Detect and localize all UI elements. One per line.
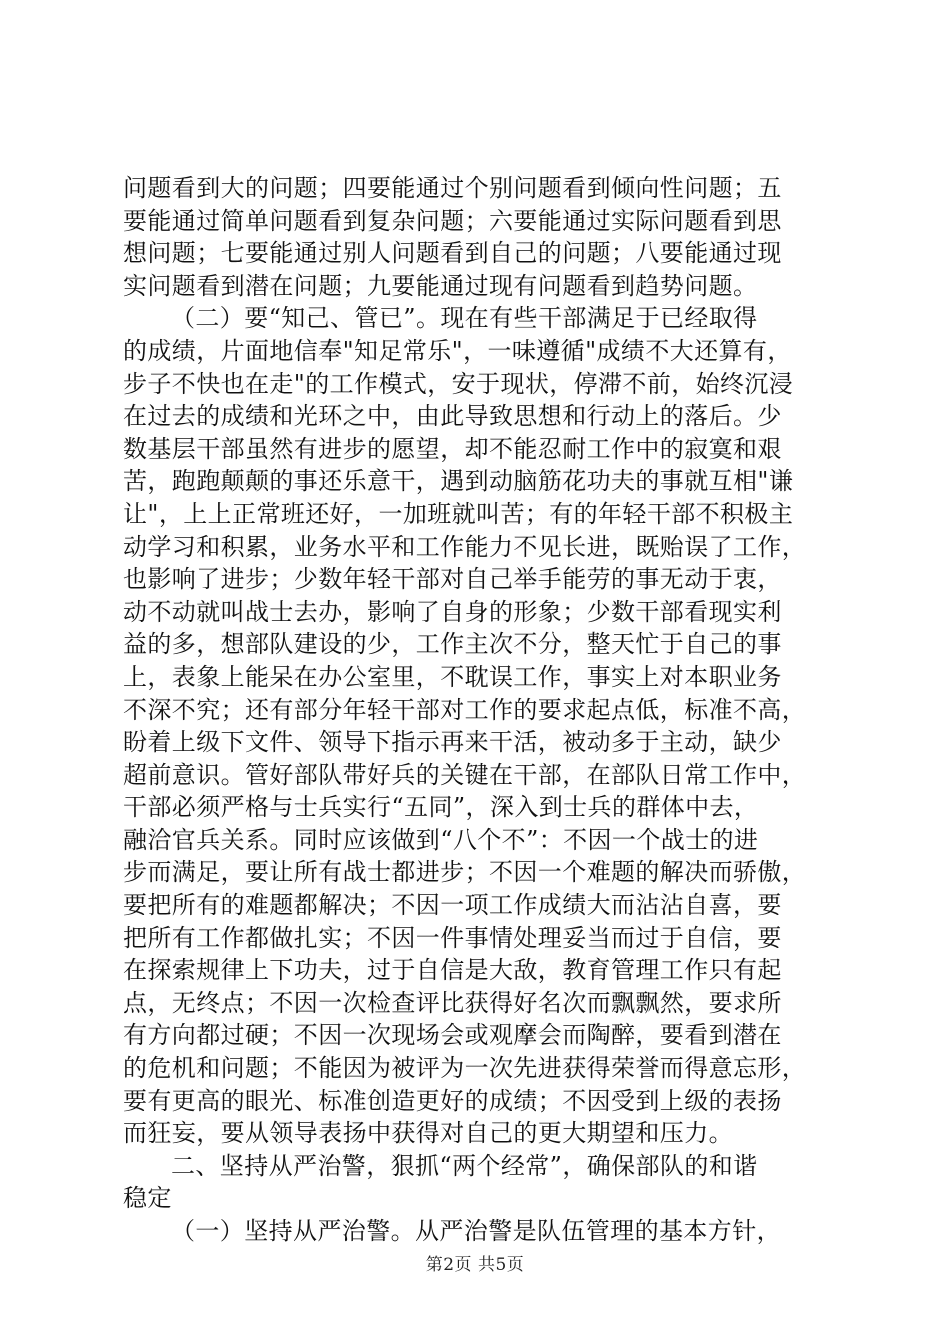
text-line: （一）坚持从严治警。从严治警是队伍管理的基本方针， (171, 1217, 781, 1245)
text-line: 益的多，想部队建设的少，工作主次不分，整天忙于自己的事 (123, 630, 782, 659)
text-line: 要把所有的难题都解决；不因一项工作成绩大而沾沾自喜，要 (123, 891, 782, 920)
text-line: 的成绩，片面地信奉"知足常乐"，一味遵循"成绩不大还算有， (123, 336, 792, 365)
text-line: 步子不快也在走"的工作模式，安于现状，停滞不前，始终沉浸 (123, 369, 794, 398)
text-line: 上，表象上能呆在办公室里，不耽误工作，事实上对本职业务 (123, 662, 782, 691)
text-line: 步而满足，要让所有战士都进步；不因一个难题的解决而骄傲， (123, 858, 807, 887)
text-line: 稳定 (123, 1184, 172, 1213)
text-line: 动学习和积累，业务水平和工作能力不见长进，既贻误了工作， (123, 532, 807, 561)
text-line: 数基层干部虽然有进步的愿望，却不能忍耐工作中的寂寞和艰 (123, 434, 782, 463)
text-line: 要能通过简单问题看到复杂问题；六要能通过实际问题看到思 (123, 206, 782, 235)
text-line: 苦，跑跑颠颠的事还乐意干，遇到动脑筋花功夫的事就互相"谦 (123, 467, 794, 496)
document-body (123, 172, 835, 1248)
text-line: 有方向都过硬；不因一次现场会或观摩会而陶醉，要看到潜在 (123, 1021, 782, 1050)
text-line: 在探索规律上下功夫，过于自信是大敌，教育管理工作只有起 (123, 956, 782, 985)
text-line: 也影响了进步；少数年轻干部对自己举手能劳的事无动于衷， (123, 565, 782, 594)
text-line: 盼着上级下文件、领导下指示再来干活，被动多于主动，缺少 (123, 728, 782, 757)
text-line: 不深不究；还有部分年轻干部对工作的要求起点低，标准不高， (123, 695, 807, 724)
text-line: 在过去的成绩和光环之中，由此导致思想和行动上的落后。少 (123, 402, 782, 431)
text-line: 融洽官兵关系。同时应该做到“八个不”：不因一个战士的进 (123, 825, 759, 854)
text-line: 而狂妄，要从领导表扬中获得对自己的更大期望和压力。 (123, 1119, 733, 1148)
text-line: 要有更高的眼光、标准创造更好的成绩；不因受到上级的表扬 (123, 1086, 782, 1115)
text-line: 想问题；七要能通过别人问题看到自己的问题；八要能通过现 (123, 239, 782, 268)
text-line: 把所有工作都做扎实；不因一件事情处理妥当而过于自信，要 (123, 923, 782, 952)
text-line: 二、坚持从严治警，狠抓“两个经常”，确保部队的和谐 (171, 1151, 758, 1180)
text-line: 让"，上上正常班还好，一加班就叫苦；有的年轻干部不积极主 (123, 499, 794, 528)
text-line: 动不动就叫战士去办，影响了自身的形象；少数干部看现实利 (123, 597, 782, 626)
text-line: 点，无终点；不因一次检查评比获得好名次而飘飘然，要求所 (123, 988, 782, 1017)
text-line: 问题看到大的问题；四要能通过个别问题看到倾向性问题；五 (123, 174, 782, 202)
page-footer: 第2页 共5页 (425, 1255, 525, 1275)
text-line: （二）要“知己、管已”。现在有些干部满足于已经取得 (171, 304, 758, 333)
text-line: 超前意识。管好部队带好兵的关键在干部，在部队日常工作中， (123, 760, 807, 789)
text-line: 干部必须严格与士兵实行“五同”，深入到士兵的群体中去， (123, 793, 759, 822)
text-line: 实问题看到潜在问题；九要能通过现有问题看到趋势问题。 (123, 271, 758, 300)
text-line: 的危机和问题；不能因为被评为一次先进获得荣誉而得意忘形， (123, 1054, 807, 1083)
